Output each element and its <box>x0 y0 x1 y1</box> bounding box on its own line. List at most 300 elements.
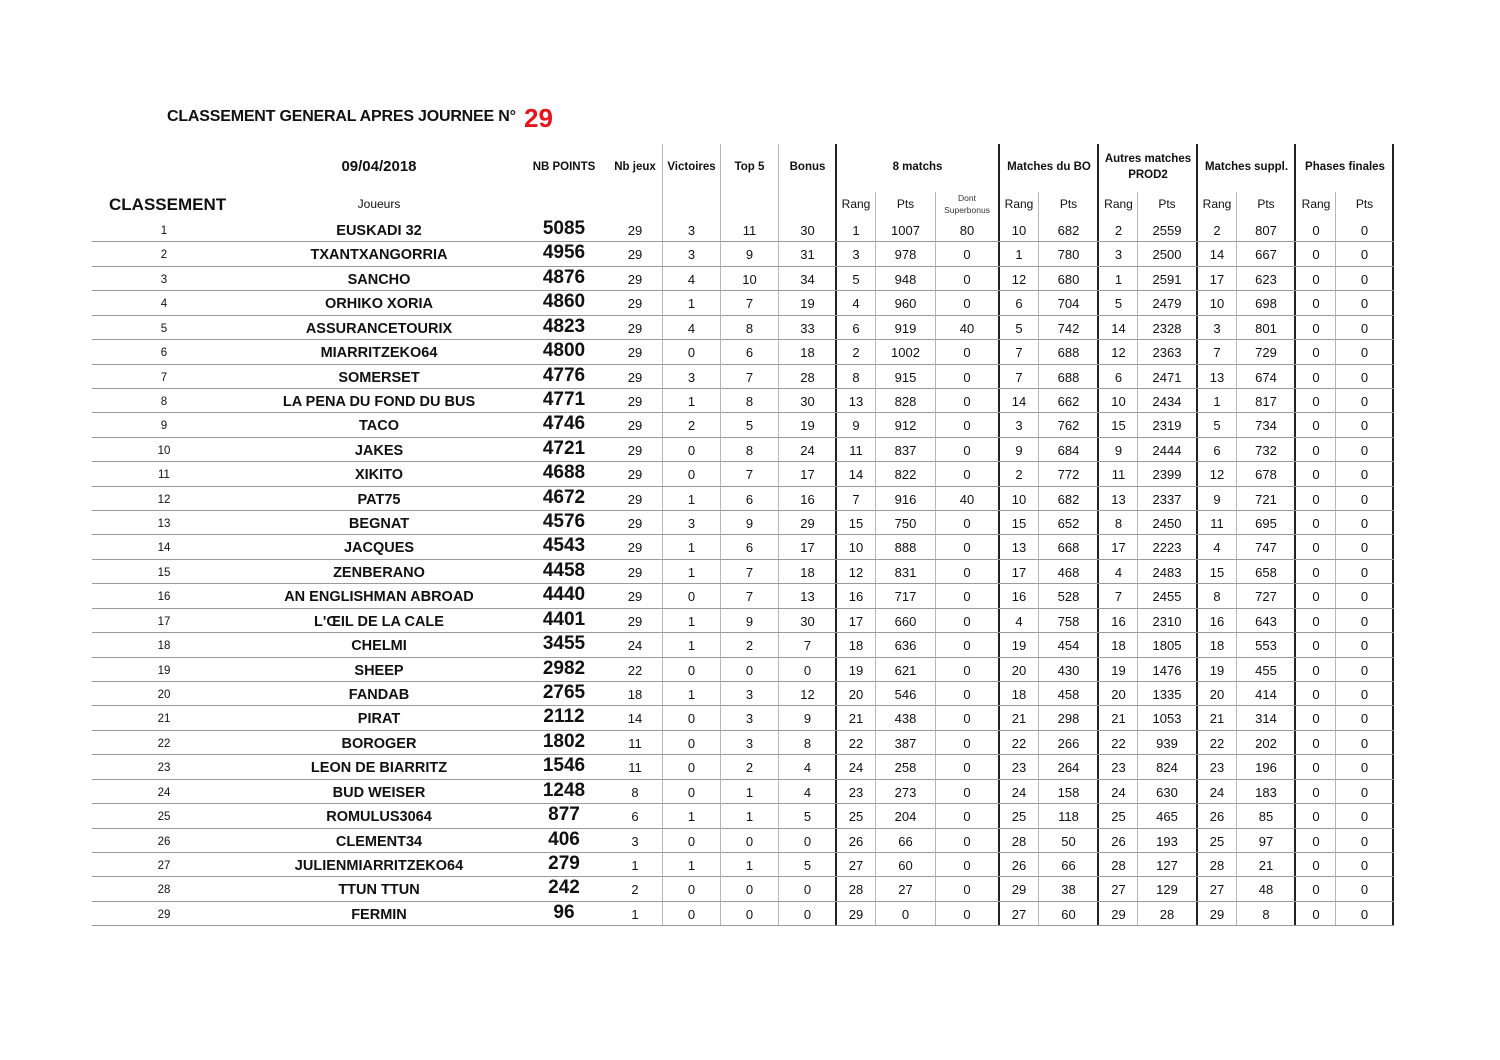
suppl-rang-cell: 5 <box>1213 418 1221 434</box>
header-group-matches-bo: Matches du BO <box>1007 161 1091 173</box>
bo-rang-cell: 28 <box>1011 833 1027 849</box>
nb-jeux-cell: 29 <box>627 613 643 629</box>
suppl-rang-cell: 7 <box>1213 345 1221 361</box>
top5-cell: 2 <box>745 760 754 776</box>
suppl-pts-cell: 698 <box>1255 296 1277 312</box>
victoires-cell: 0 <box>687 882 696 898</box>
suppl-pts-cell: 8 <box>1262 906 1270 922</box>
bo-rang-cell: 16 <box>1011 589 1027 605</box>
total-points: 1248 <box>542 779 586 801</box>
table-row <box>0 609 1500 633</box>
8m-pts-cell: 636 <box>894 638 917 654</box>
autres-rang-cell: 17 <box>1111 540 1126 556</box>
classement-label: CLASSEMENT <box>109 195 227 214</box>
victoires-cell: 3 <box>687 223 696 238</box>
suppl-rang-cell: 21 <box>1209 711 1225 727</box>
top5-cell: 1 <box>745 857 754 873</box>
top5-cell: 7 <box>745 369 754 385</box>
autres-rang-cell: 20 <box>1111 686 1126 702</box>
autres-rang-cell: 16 <box>1111 613 1126 629</box>
table-row <box>0 340 1500 364</box>
8m-pts-cell: 0 <box>901 906 910 922</box>
rank-cell: 22 <box>157 737 171 750</box>
bonus-cell: 31 <box>800 247 815 263</box>
rank-cell: 29 <box>157 908 171 921</box>
suppl-pts-cell: 732 <box>1255 442 1277 458</box>
victoires-cell: 0 <box>687 760 696 776</box>
suppl-rang-cell: 27 <box>1209 882 1225 898</box>
phases-pts-cell: 0 <box>1360 345 1369 361</box>
total-points: 96 <box>553 901 575 923</box>
autres-rang-cell: 4 <box>1114 564 1123 580</box>
phases-rang-cell: 0 <box>1312 418 1320 434</box>
bonus-cell: 5 <box>803 857 812 873</box>
autres-pts-cell: 824 <box>1156 760 1178 776</box>
top5-cell: 6 <box>745 540 754 556</box>
autres-pts-cell: 2455 <box>1152 589 1182 605</box>
rank-cell: 4 <box>160 298 168 311</box>
8m-pts-cell: 60 <box>898 857 913 873</box>
total-points: 4440 <box>542 584 586 606</box>
total-points: 2112 <box>543 706 585 728</box>
8m-rang-cell: 16 <box>848 589 864 605</box>
rank-cell: 17 <box>157 615 171 628</box>
player-name: SANCHO <box>347 271 411 288</box>
bonus-cell: 12 <box>800 686 815 702</box>
superbonus-cell: 0 <box>963 540 971 556</box>
nb-jeux-cell: 18 <box>627 686 643 702</box>
autres-pts-cell: 2399 <box>1152 467 1182 483</box>
player-name: TXANTXANGORRIA <box>310 247 448 264</box>
superbonus-cell: 0 <box>963 735 971 751</box>
superbonus-cell: 0 <box>963 418 971 434</box>
8m-rang-cell: 1 <box>852 223 860 238</box>
bonus-cell: 17 <box>800 540 815 556</box>
8m-rang-cell: 20 <box>848 686 864 702</box>
phases-rang-cell: 0 <box>1312 564 1320 580</box>
total-points: 4771 <box>542 388 586 410</box>
bo-rang-cell: 14 <box>1011 393 1027 409</box>
autres-pts-cell: 1476 <box>1152 662 1182 678</box>
victoires-cell: 1 <box>687 393 696 409</box>
nb-jeux-cell: 29 <box>627 540 643 556</box>
superbonus-cell: 0 <box>963 442 971 458</box>
8m-rang-cell: 14 <box>848 467 864 483</box>
superbonus-cell: 0 <box>963 345 971 361</box>
bonus-cell: 4 <box>803 760 812 776</box>
autres-pts-cell: 2363 <box>1152 345 1182 361</box>
bonus-cell: 19 <box>800 418 815 434</box>
nb-jeux-cell: 29 <box>627 589 643 605</box>
top5-cell: 0 <box>745 662 754 678</box>
phases-rang-cell: 0 <box>1312 467 1320 483</box>
bonus-cell: 8 <box>803 735 812 751</box>
bo-rang-cell: 7 <box>1015 345 1023 361</box>
autres-rang-cell: 18 <box>1111 638 1126 654</box>
suppl-pts-cell: 553 <box>1255 638 1277 654</box>
suppl-pts-cell: 729 <box>1255 345 1277 361</box>
rank-cell: 10 <box>157 444 171 457</box>
autres-rang-cell: 2 <box>1114 223 1123 238</box>
bo-pts-cell: 684 <box>1057 442 1080 458</box>
top5-cell: 3 <box>745 735 754 751</box>
player-name: TACO <box>358 418 399 435</box>
suppl-pts-cell: 183 <box>1255 784 1277 800</box>
bo-rang-cell: 17 <box>1011 564 1027 580</box>
nb-jeux-cell: 29 <box>627 516 643 532</box>
suppl-pts-cell: 667 <box>1255 247 1277 263</box>
rank-cell: 3 <box>160 273 168 286</box>
nb-jeux-cell: 29 <box>627 393 643 409</box>
rank-cell: 12 <box>157 493 171 506</box>
nb-jeux-cell: 6 <box>631 809 639 825</box>
autres-rang-cell: 27 <box>1111 882 1126 898</box>
suppl-pts-cell: 455 <box>1255 662 1277 678</box>
suppl-pts-cell: 202 <box>1255 735 1277 751</box>
header-group-8-matchs: 8 matchs <box>892 161 943 173</box>
table-row <box>0 853 1500 877</box>
total-points: 4672 <box>542 486 586 508</box>
autres-rang-cell: 10 <box>1111 393 1126 409</box>
table-row <box>0 242 1500 266</box>
rank-cell: 15 <box>157 566 171 579</box>
top5-cell: 0 <box>745 882 754 898</box>
suppl-pts-cell: 623 <box>1255 271 1277 287</box>
rank-cell: 27 <box>157 859 171 872</box>
8m-rang-cell: 22 <box>848 735 864 751</box>
8m-rang-cell: 3 <box>852 247 860 263</box>
victoires-cell: 0 <box>687 711 696 727</box>
8m-rang-cell: 21 <box>848 711 864 727</box>
victoires-cell: 0 <box>687 906 696 922</box>
bo-pts-cell: 60 <box>1061 906 1076 922</box>
8m-pts-cell: 978 <box>894 247 917 263</box>
superbonus-cell: 0 <box>963 760 971 776</box>
phases-pts-cell: 0 <box>1360 247 1369 263</box>
nb-jeux-cell: 29 <box>627 467 643 483</box>
superbonus-cell: 0 <box>963 247 971 263</box>
phases-pts-cell: 0 <box>1360 857 1369 873</box>
total-points: 4458 <box>542 559 586 581</box>
table-row <box>0 755 1500 779</box>
bonus-cell: 4 <box>803 784 812 800</box>
autres-pts-cell: 2559 <box>1152 223 1182 238</box>
phases-rang-cell: 0 <box>1312 271 1320 287</box>
autres-rang-cell: 9 <box>1114 442 1123 458</box>
player-name: JULIENMIARRITZEKO64 <box>294 857 464 874</box>
bo-rang-cell: 13 <box>1011 540 1027 556</box>
8m-pts-cell: 888 <box>894 540 917 556</box>
8m-rang-cell: 10 <box>848 540 864 556</box>
total-points: 4401 <box>542 608 586 630</box>
bonus-cell: 29 <box>800 516 815 532</box>
bo-pts-cell: 758 <box>1057 613 1080 629</box>
8m-pts-cell: 828 <box>894 393 917 409</box>
suppl-pts-cell: 658 <box>1255 564 1277 580</box>
top5-cell: 8 <box>745 393 754 409</box>
autres-rang-cell: 8 <box>1114 516 1123 532</box>
phases-rang-cell: 0 <box>1312 760 1320 776</box>
phases-rang-cell: 0 <box>1312 857 1320 873</box>
autres-rang-cell: 25 <box>1111 809 1126 825</box>
nb-jeux-cell: 1 <box>631 857 639 873</box>
phases-rang-cell: 0 <box>1312 516 1320 532</box>
phases-pts-cell: 0 <box>1360 613 1369 629</box>
player-name: CHELMI <box>351 638 407 655</box>
bonus-cell: 17 <box>800 467 815 483</box>
top5-cell: 7 <box>745 296 754 312</box>
bo-pts-cell: 704 <box>1057 296 1080 312</box>
8m-pts-cell: 919 <box>894 320 917 336</box>
total-points: 4688 <box>542 462 586 484</box>
suppl-pts-cell: 817 <box>1255 393 1277 409</box>
phases-rang-cell: 0 <box>1312 247 1320 263</box>
nb-jeux-cell: 14 <box>627 711 643 727</box>
phases-rang-cell: 0 <box>1312 442 1320 458</box>
bonus-cell: 24 <box>800 442 815 458</box>
player-name: BEGNAT <box>348 516 410 533</box>
victoires-cell: 4 <box>687 271 696 287</box>
victoires-cell: 3 <box>687 247 696 263</box>
8m-rang-cell: 7 <box>852 491 860 507</box>
total-points: 2765 <box>542 681 586 703</box>
phases-rang-cell: 0 <box>1312 369 1320 385</box>
phases-rang-cell: 0 <box>1312 296 1320 312</box>
autres-pts-cell: 2310 <box>1152 613 1182 629</box>
victoires-cell: 1 <box>687 491 696 507</box>
top5-cell: 0 <box>745 906 754 922</box>
autres-rang-cell: 6 <box>1114 369 1123 385</box>
8m-rang-cell: 9 <box>852 418 860 434</box>
phases-pts-cell: 0 <box>1360 711 1369 727</box>
bonus-cell: 0 <box>803 662 812 678</box>
top5-cell: 8 <box>745 320 754 336</box>
header-top5: Top 5 <box>734 161 765 173</box>
phases-rang-cell: 0 <box>1312 906 1320 922</box>
page-title: CLASSEMENT GENERAL APRES JOURNEE N° <box>167 108 516 125</box>
8m-pts-cell: 1007 <box>891 223 920 238</box>
autres-pts-cell: 2223 <box>1152 540 1182 556</box>
table-row <box>0 829 1500 853</box>
top5-cell: 10 <box>742 271 757 287</box>
phases-rang-cell: 0 <box>1312 662 1320 678</box>
bo-rang-cell: 6 <box>1015 296 1023 312</box>
phases-rang-cell: 0 <box>1312 882 1320 898</box>
autres-pts-cell: 28 <box>1159 906 1175 922</box>
rank-cell: 7 <box>160 371 168 384</box>
suppl-rang-cell: 20 <box>1209 686 1225 702</box>
bo-rang-cell: 10 <box>1011 223 1027 238</box>
suppl-rang-cell: 6 <box>1213 442 1221 458</box>
table-row <box>0 218 1500 242</box>
autres-rang-cell: 3 <box>1114 247 1123 263</box>
total-points: 877 <box>548 804 580 826</box>
nb-jeux-cell: 29 <box>627 345 643 361</box>
phases-pts-cell: 0 <box>1360 882 1369 898</box>
phases-rang-cell: 0 <box>1312 711 1320 727</box>
top5-cell: 9 <box>745 613 754 629</box>
autres-rang-cell: 28 <box>1111 857 1126 873</box>
rank-cell: 11 <box>158 469 170 482</box>
player-name: LA PENA DU FOND DU BUS <box>282 393 476 410</box>
phases-rang-cell: 0 <box>1312 393 1320 409</box>
top5-cell: 3 <box>745 686 754 702</box>
player-name: XIKITO <box>354 467 404 484</box>
bo-pts-cell: 772 <box>1057 467 1080 483</box>
rank-cell: 2 <box>160 249 168 262</box>
top5-cell: 8 <box>745 442 754 458</box>
table-row <box>0 291 1500 315</box>
autres-rang-cell: 7 <box>1114 589 1123 605</box>
total-points: 1546 <box>542 755 586 777</box>
phases-rang-cell: 0 <box>1312 638 1320 654</box>
autres-pts-cell: 2328 <box>1152 320 1182 336</box>
victoires-cell: 2 <box>687 418 696 434</box>
superbonus-cell: 0 <box>963 833 971 849</box>
autres-rang-cell: 11 <box>1111 467 1126 483</box>
table-row <box>0 389 1500 413</box>
nb-jeux-cell: 29 <box>627 320 643 336</box>
suppl-rang-cell: 3 <box>1213 320 1221 336</box>
phases-pts-cell: 0 <box>1360 271 1369 287</box>
phases-pts-cell: 0 <box>1360 589 1369 605</box>
table-row <box>0 633 1500 657</box>
nb-jeux-cell: 29 <box>627 271 643 287</box>
table-row <box>0 780 1500 804</box>
bo-pts-cell: 668 <box>1057 540 1080 556</box>
suppl-rang-cell: 23 <box>1209 760 1225 776</box>
bonus-cell: 0 <box>803 906 812 922</box>
bo-pts-cell: 528 <box>1057 589 1080 605</box>
phases-pts-cell: 0 <box>1360 833 1369 849</box>
phases-rang-cell: 0 <box>1312 833 1320 849</box>
bo-pts-cell: 430 <box>1057 662 1080 678</box>
bonus-cell: 9 <box>803 711 812 727</box>
nb-jeux-cell: 11 <box>628 735 642 751</box>
bo-pts-cell: 264 <box>1057 760 1080 776</box>
bo-pts-cell: 680 <box>1057 271 1080 287</box>
phases-pts-cell: 0 <box>1360 735 1369 751</box>
header-group-phases-finales: Phases finales <box>1305 161 1385 173</box>
phases-pts-cell: 0 <box>1360 686 1369 702</box>
bonus-cell: 7 <box>803 638 812 654</box>
suppl-rang-cell: 10 <box>1209 296 1225 312</box>
8m-rang-cell: 15 <box>848 516 864 532</box>
phases-rang-cell: 0 <box>1312 589 1320 605</box>
bonus-cell: 0 <box>803 833 812 849</box>
8m-rang-cell: 13 <box>848 393 864 409</box>
bo-rang-cell: 19 <box>1011 638 1027 654</box>
rank-cell: 9 <box>160 420 168 433</box>
victoires-cell: 1 <box>687 540 696 556</box>
phases-rang-cell: 0 <box>1312 345 1320 361</box>
victoires-cell: 0 <box>687 467 696 483</box>
table-row <box>0 658 1500 682</box>
nb-jeux-cell: 1 <box>631 906 639 922</box>
8m-rang-cell: 4 <box>852 296 860 312</box>
superbonus-cell: 0 <box>963 809 971 825</box>
phases-pts-cell: 0 <box>1360 760 1369 776</box>
subheader-dont-superbonus <box>936 192 998 216</box>
autres-pts-cell: 2319 <box>1152 418 1182 434</box>
8m-pts-cell: 387 <box>894 735 917 751</box>
bo-pts-cell: 118 <box>1058 809 1079 825</box>
nb-jeux-cell: 29 <box>627 442 643 458</box>
phases-pts-cell: 0 <box>1360 369 1369 385</box>
autres-pts-cell: 2591 <box>1152 271 1182 287</box>
phases-rang-cell: 0 <box>1312 491 1320 507</box>
nb-jeux-cell: 29 <box>627 369 643 385</box>
victoires-cell: 1 <box>687 857 696 873</box>
bo-rang-cell: 10 <box>1011 491 1027 507</box>
table-row <box>0 877 1500 901</box>
rank-cell: 5 <box>160 322 168 335</box>
suppl-rang-cell: 29 <box>1209 906 1225 922</box>
autres-rang-cell: 23 <box>1111 760 1126 776</box>
bonus-cell: 30 <box>800 393 815 409</box>
nb-jeux-cell: 2 <box>631 882 639 898</box>
rank-cell: 19 <box>157 664 171 677</box>
bo-rang-cell: 26 <box>1011 857 1027 873</box>
suppl-rang-cell: 16 <box>1209 613 1225 629</box>
bo-pts-cell: 50 <box>1061 833 1076 849</box>
bo-rang-cell: 18 <box>1011 686 1027 702</box>
superbonus-cell: 0 <box>963 467 971 483</box>
bo-pts-cell: 688 <box>1057 369 1080 385</box>
rank-cell: 8 <box>160 395 168 408</box>
phases-rang-cell: 0 <box>1312 613 1320 629</box>
top5-cell: 7 <box>745 467 754 483</box>
rank-cell: 28 <box>157 884 171 897</box>
total-points: 279 <box>548 852 580 874</box>
rank-cell: 13 <box>157 518 171 531</box>
top5-cell: 11 <box>742 223 757 238</box>
bo-pts-cell: 454 <box>1057 638 1080 654</box>
phases-pts-cell: 0 <box>1360 296 1369 312</box>
victoires-cell: 3 <box>687 516 696 532</box>
player-name: CLEMENT34 <box>335 833 423 850</box>
phases-rang-cell: 0 <box>1312 735 1320 751</box>
player-name: ORHIKO XORIA <box>325 296 433 313</box>
autres-pts-cell: 939 <box>1156 735 1178 751</box>
rank-cell: 18 <box>157 640 171 653</box>
suppl-pts-cell: 674 <box>1255 369 1277 385</box>
superbonus-cell: 0 <box>963 784 971 800</box>
victoires-cell: 3 <box>687 369 696 385</box>
autres-rang-cell: 12 <box>1111 345 1126 361</box>
player-name: AN ENGLISHMAN ABROAD <box>284 589 474 606</box>
bo-pts-cell: 682 <box>1057 491 1080 507</box>
phases-pts-cell: 0 <box>1360 442 1369 458</box>
journee-number: 29 <box>524 103 553 133</box>
bo-pts-cell: 762 <box>1057 418 1080 434</box>
bo-rang-cell: 29 <box>1011 882 1027 898</box>
suppl-rang-cell: 25 <box>1209 833 1225 849</box>
victoires-cell: 1 <box>687 686 696 702</box>
table-row <box>0 487 1500 511</box>
suppl-pts-cell: 678 <box>1255 467 1277 483</box>
bonus-cell: 18 <box>800 345 815 361</box>
header-victoires: Victoires <box>667 161 716 173</box>
autres-pts-cell: 630 <box>1156 784 1178 800</box>
suppl-rang-cell: 17 <box>1209 271 1225 287</box>
phases-pts-cell: 0 <box>1360 467 1369 483</box>
total-points: 406 <box>548 828 580 850</box>
8m-pts-cell: 546 <box>894 686 917 702</box>
suppl-rang-cell: 4 <box>1213 540 1221 556</box>
autres-rang-cell: 24 <box>1111 784 1126 800</box>
8m-pts-cell: 27 <box>898 882 913 898</box>
